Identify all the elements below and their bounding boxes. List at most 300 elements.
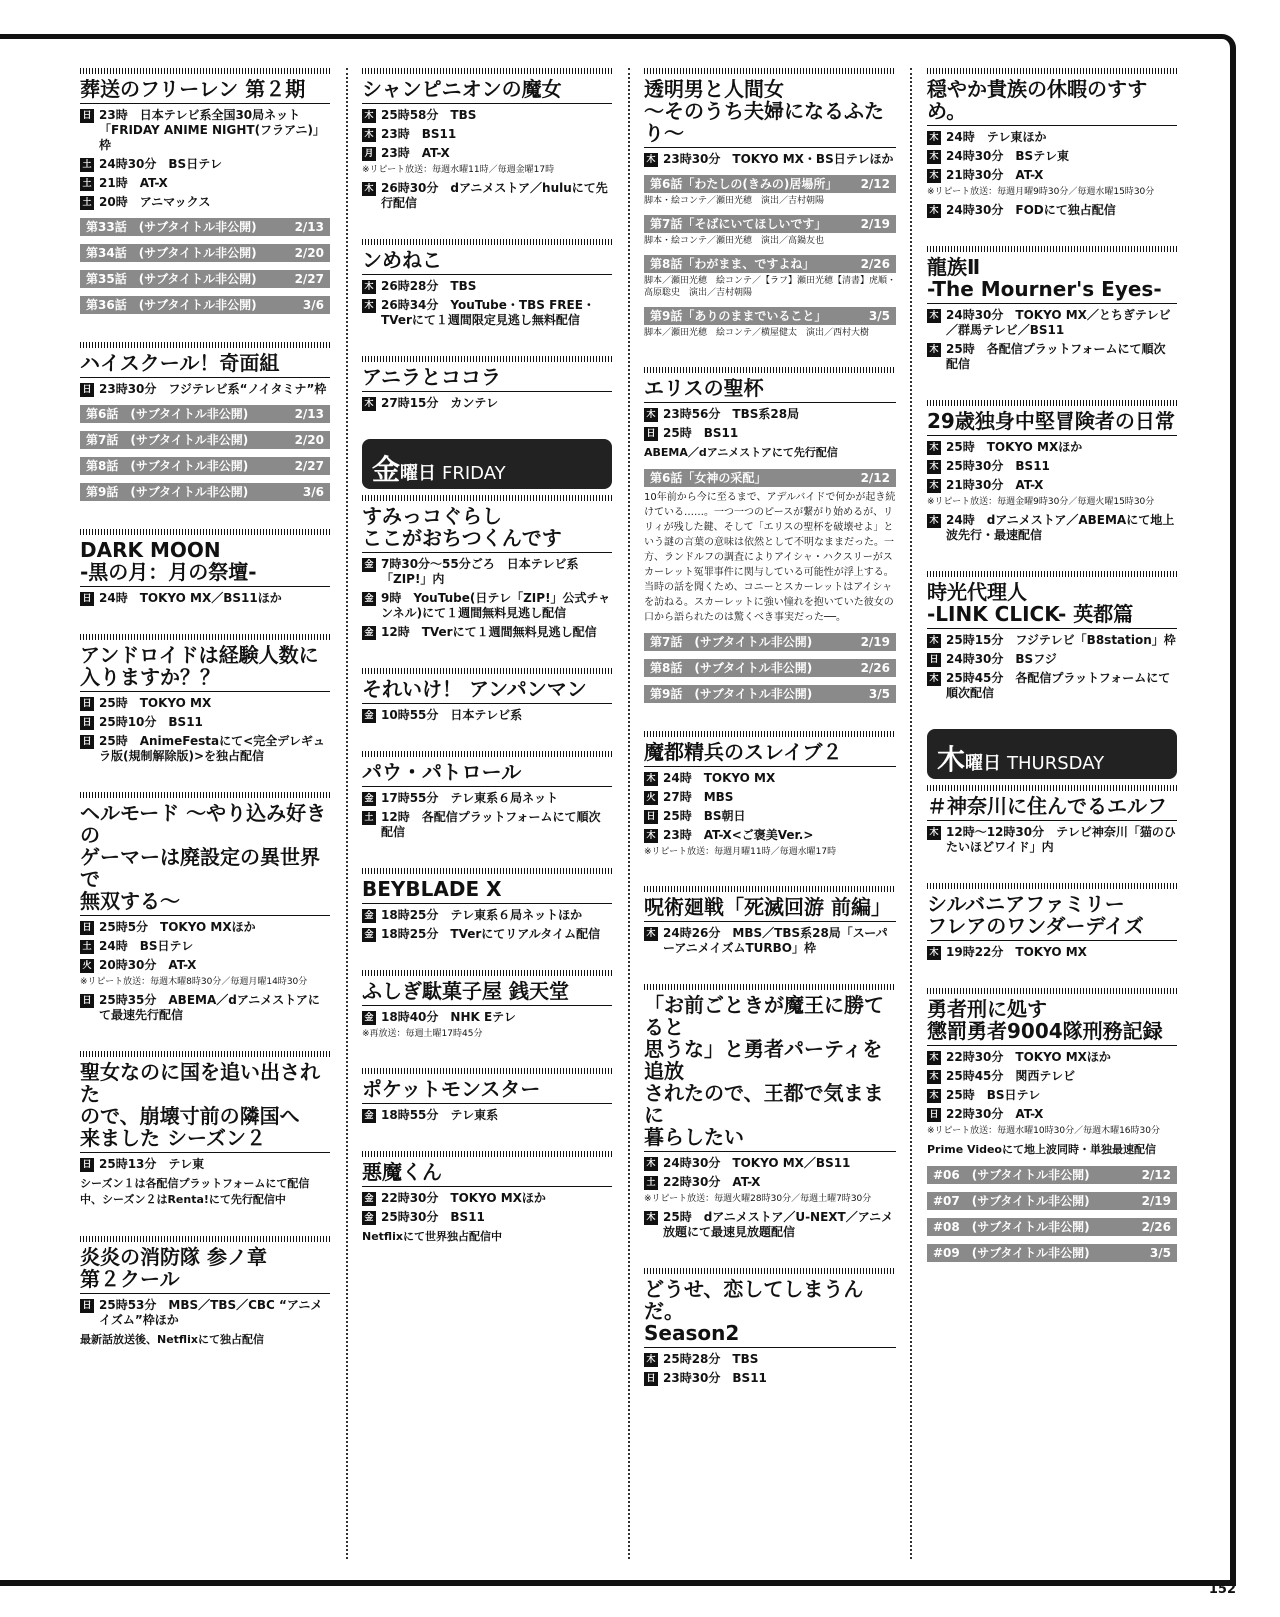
program-block [644,731,896,858]
broadcast-line [362,625,612,640]
dotted-rule [644,1268,896,1274]
episode-title: 第9話 (サブタイトル非公開) [650,687,813,701]
program-block [362,668,612,723]
broadcast-text: 23時 日本テレビ系全国30局ネット「FRIDAY ANIME NIGHT(フラアニ)」枠 [99,108,325,152]
episode-title: 第8話「わがまま、ですよね」 [650,257,815,271]
broadcast-text: 12時～12時30分 テレビ神奈川「猫のひたいほどワイド」内 [946,825,1176,854]
program-block [362,356,612,411]
broadcast-text: 25時 dアニメストア／U-NEXT／アニメ放題にて最速見放題配信 [663,1210,894,1239]
broadcast-line [362,127,612,142]
program-title: ハイスクール！奇面組 [80,352,330,378]
broadcast-line [362,927,612,942]
episode-date: 2/26 [860,661,890,675]
dotted-rule [362,868,612,874]
broadcast-line [80,1298,330,1328]
episode-date: 2/26 [1141,1220,1171,1234]
broadcast-line [362,1108,612,1123]
program-title: アンドロイドは経験人数に 入りますか？？ [80,644,330,692]
day-header [927,729,1177,779]
weekday-badge: 日 [80,994,94,1008]
weekday-badge: 土 [644,1176,658,1190]
dotted-rule [362,1068,612,1074]
episode-date: 2/13 [294,220,324,234]
program-block [362,868,612,942]
weekday-badge: 木 [927,460,941,474]
program-title: それいけ！ アンパンマン [362,678,612,704]
episode-bar [927,1166,1177,1184]
weekday-badge: 金 [362,909,376,923]
weekday-badge: 木 [927,1051,941,1065]
episode-synopsis: 10年前から今に至るまで、アデルバイドで何かが起き続けている……。一つ一つのピースが繋がり始めるが、リリィが残した鍵、そして「エリスの聖杯を破壊せよ」という謎の言葉の意味は依然として不明なままだった。一方、ランドルフの調査によりアイシャ・ハクスリーがスカーレット冤罪事件に関与している可能性が浮上する。当時の話を聞くため、コニーとスカーレットはアイシャを訪ねる。スカーレットに強い憧れを抱いていた彼女の口から語られたのは驚くべき事実だった──。 [644,492,896,623]
weekday-badge: 日 [80,592,94,606]
program-title: どうせ、恋してしまうんだ。 Season2 [644,1278,896,1348]
episode-title: 第8話 (サブタイトル非公開) [650,661,813,675]
broadcast-text: 18時40分 NHK Eテレ [381,1010,516,1024]
program-block [80,634,330,764]
broadcast-text: 24時30分 BS日テレ [99,157,222,171]
broadcast-line [362,908,612,923]
program-title: ヘルモード ～やり込み好きの ゲーマーは廃設定の異世界で 無双する～ [80,802,330,916]
episode-date: 2/20 [294,433,324,447]
weekday-badge: 木 [927,150,941,164]
weekday-badge: 金 [362,792,376,806]
program-note: ABEMA／dアニメストアにて先行配信 [644,446,838,459]
program-block [362,970,612,1040]
broadcast-line [927,130,1177,145]
program-title: 聖女なのに国を追い出された ので、崩壊寸前の隣国へ 来ました シーズン２ [80,1061,330,1153]
episode-title: 第34話 (サブタイトル非公開) [86,246,257,260]
episode-title: #06 (サブタイトル非公開) [933,1168,1090,1182]
program-title: 29歳独身中堅冒険者の日常 [927,410,1177,436]
broadcast-line [927,478,1177,493]
episode-date: 3/6 [302,485,324,499]
broadcast-text: 23時30分 フジテレビ系“ノイタミナ”枠 [99,382,327,396]
broadcast-text: 25時30分 BS11 [381,1210,485,1224]
weekday-badge: 木 [644,829,658,843]
broadcast-line [80,734,330,764]
program-block [927,246,1177,372]
episode-bar [80,431,330,449]
episode-title: #07 (サブタイトル非公開) [933,1194,1090,1208]
broadcast-line [927,513,1177,543]
broadcast-text: 25時 BS朝日 [663,809,746,823]
broadcast-text: 26時30分 dアニメストア／huluにて先行配信 [381,181,608,210]
episode-title: 第9話「ありのままでいること」 [650,309,827,323]
weekday-badge: 木 [644,1211,658,1225]
program-block [362,68,612,211]
broadcast-text: 25時28分 TBS [663,1352,759,1366]
program-title: 呪術廻戦「死滅回游 前編」 [644,896,896,922]
repeat-note: ※リピート放送：毎週月曜11時／毎週水曜17時 [644,847,837,857]
broadcast-line [362,108,612,123]
broadcast-line [80,1157,330,1172]
broadcast-line [80,382,330,397]
episode-title: 第8話 (サブタイトル非公開) [86,459,249,473]
broadcast-text: 25時45分 関西テレビ [946,1069,1076,1083]
broadcast-line [644,828,896,843]
dotted-rule [644,367,896,373]
weekday-badge: 金 [362,626,376,640]
episode-title: 第36話 (サブタイトル非公開) [86,298,257,312]
day-header [362,439,612,489]
episode-date: 2/19 [1141,1194,1171,1208]
dotted-rule [362,68,612,74]
broadcast-line [362,1210,612,1225]
episode-bar [927,1244,1177,1262]
page-number: 152 [1208,1582,1236,1597]
broadcast-line [80,993,330,1023]
weekday-badge: 木 [927,634,941,648]
broadcast-line [644,926,896,956]
broadcast-line [927,459,1177,474]
program-block [80,529,330,606]
day-suffix: 曜日 [965,753,1002,774]
episode-bar [80,270,330,288]
broadcast-line [362,1191,612,1206]
episode-title: 第7話 (サブタイトル非公開) [86,433,249,447]
broadcast-line [362,791,612,806]
episode-title: 第33話 (サブタイトル非公開) [86,220,257,234]
broadcast-text: 24時 テレ東ほか [946,130,1047,144]
broadcast-line [362,557,612,587]
broadcast-text: 20時30分 AT-X [99,958,197,972]
broadcast-line [80,591,330,606]
broadcast-line [644,790,896,805]
broadcast-text: 23時 BS11 [381,127,457,141]
weekday-badge: 木 [927,1089,941,1103]
weekday-badge: 月 [362,147,376,161]
broadcast-text: 24時30分 BSテレ東 [946,149,1069,163]
broadcast-text: 24時26分 MBS／TBS系28局「スーパーアニメイズムTURBO」枠 [663,926,888,955]
episode-date: 2/26 [860,257,890,271]
episode-bar [644,255,896,273]
weekday-badge: 木 [644,408,658,422]
broadcast-line [927,1088,1177,1103]
episode-bar [80,296,330,314]
broadcast-text: 21時 AT-X [99,176,168,190]
broadcast-text: 25時13分 テレ東 [99,1157,205,1171]
column-2 [362,68,612,1559]
broadcast-line [362,181,612,211]
dotted-rule [80,529,330,535]
broadcast-line [362,146,612,161]
episode-date: 2/27 [294,459,324,473]
repeat-note: ※リピート放送：毎週木曜8時30分／毎週月曜14時30分 [80,977,308,987]
day-suffix: 曜日 [400,463,437,484]
dotted-rule [644,731,896,737]
program-title: 勇者刑に処す 懲罰勇者9004隊刑務記録 [927,998,1177,1046]
program-title: 魔都精兵のスレイブ２ [644,741,896,767]
program-note: 最新話放送後、Netflixにて独占配信 [80,1333,264,1346]
program-note: Netflixにて世界独占配信中 [362,1230,502,1243]
program-title: 「お前ごときが魔王に勝てると 思うな」と勇者パーティを追放 されたので、王都で気ままに 暮らしたい [644,994,896,1152]
episode-title: 第7話「そばにいてほしいです」 [650,217,827,231]
program-title: ンめねこ [362,249,612,275]
weekday-badge: 木 [927,1070,941,1084]
broadcast-text: 27時15分 カンテレ [381,396,499,410]
broadcast-text: 25時15分 フジテレビ「B8station」枠 [946,633,1176,647]
episode-date: 3/5 [868,687,890,701]
weekday-badge: 日 [927,653,941,667]
episode-bar [644,685,896,703]
broadcast-text: 27時 MBS [663,790,734,804]
broadcast-line [927,1050,1177,1065]
dotted-rule [362,239,612,245]
episode-title: 第6話「わたしの(きみの)居場所」 [650,177,838,191]
broadcast-text: 24時 dアニメストア／ABEMAにて地上波先行・最速配信 [946,513,1175,542]
broadcast-line [362,591,612,621]
episode-date: 2/27 [294,272,324,286]
broadcast-text: 25時30分 BS11 [946,459,1050,473]
program-block [80,342,330,501]
program-title: パウ・パトロール [362,761,612,787]
weekday-badge: 木 [927,441,941,455]
broadcast-line [362,708,612,723]
weekday-badge: 日 [80,383,94,397]
broadcast-text: 25時 TOKYO MXほか [946,440,1083,454]
program-block [927,400,1177,543]
weekday-badge: 木 [362,280,376,294]
broadcast-text: 23時56分 TBS系28局 [663,407,800,421]
dotted-rule [927,785,1177,791]
program-block [362,239,612,328]
broadcast-text: 25時10分 BS11 [99,715,203,729]
program-title: 悪魔くん [362,1161,612,1187]
weekday-badge: 日 [644,427,658,441]
broadcast-line [80,108,330,153]
broadcast-text: 19時22分 TOKYO MX [946,945,1087,959]
broadcast-text: 22時30分 AT-X [946,1107,1044,1121]
program-title: 時光代理人 -LINK CLICK- 英都篇 [927,581,1177,629]
repeat-note: ※再放送：毎週土曜17時45分 [362,1029,483,1039]
episode-title: 第9話 (サブタイトル非公開) [86,485,249,499]
program-title: 炎炎の消防隊 参ノ章 第２クール [80,1246,330,1294]
repeat-note: ※リピート放送：毎週水曜11時／毎週金曜17時 [362,165,555,175]
broadcast-line [927,633,1177,648]
broadcast-text: 20時 アニマックス [99,195,211,209]
broadcast-text: 21時30分 AT-X [946,168,1044,182]
dotted-rule [644,68,896,74]
broadcast-text: 23時 AT-X [381,146,450,160]
episode-date: 3/5 [1149,1246,1171,1260]
repeat-note: ※リピート放送：毎週金曜9時30分／毎週火曜15時30分 [927,497,1155,507]
broadcast-text: 7時30分～55分ごろ 日本テレビ系「ZIP!」内 [381,557,579,586]
episode-bar [644,633,896,651]
broadcast-text: 12時 TVerにて１週間無料見逃し配信 [381,625,597,639]
program-title: シルバニアファミリー フレアのワンダーデイズ [927,893,1177,941]
program-block [927,571,1177,701]
program-title: ポケットモンスター [362,1078,612,1104]
weekday-badge: 日 [927,1108,941,1122]
episode-bar [644,175,896,193]
program-block [362,1151,612,1245]
broadcast-line [644,407,896,422]
broadcast-line [644,1210,896,1240]
broadcast-line [927,149,1177,164]
dotted-rule [362,1151,612,1157]
episode-title: 第6話 (サブタイトル非公開) [86,407,249,421]
broadcast-line [927,1069,1177,1084]
program-block [927,68,1177,218]
weekday-badge: 金 [362,1192,376,1206]
broadcast-line [362,396,612,411]
dotted-rule [927,68,1177,74]
broadcast-line [80,696,330,711]
episode-date: 2/20 [294,246,324,260]
program-block [362,1068,612,1123]
broadcast-text: 25時58分 TBS [381,108,477,122]
episode-date: 2/19 [860,635,890,649]
broadcast-line [644,426,896,441]
broadcast-text: 25時 BS日テレ [946,1088,1041,1102]
dotted-rule [927,988,1177,994]
program-title: ふしぎ駄菓子屋 銭天堂 [362,980,612,1006]
weekday-badge: 木 [927,826,941,840]
broadcast-line [80,920,330,935]
broadcast-text: 24時30分 TOKYO MX／BS11 [663,1156,851,1170]
dotted-rule [362,495,612,501]
broadcast-text: 9時 YouTube(日テレ「ZIP!」公式チャンネル)にて１週間無料見逃し配信 [381,591,611,620]
day-english: FRIDAY [442,463,506,484]
weekday-badge: 日 [80,716,94,730]
episode-bar [80,483,330,501]
broadcast-text: 24時30分 FODにて独占配信 [946,203,1116,217]
broadcast-line [80,715,330,730]
broadcast-text: 18時25分 TVerにてリアルタイム配信 [381,927,601,941]
program-block [80,1236,330,1348]
broadcast-text: 25時5分 TOKYO MXほか [99,920,256,934]
episode-title: 第35話 (サブタイトル非公開) [86,272,257,286]
broadcast-text: 25時45分 各配信プラットフォームにて順次配信 [946,671,1171,700]
weekday-badge: 日 [80,735,94,749]
dotted-rule [927,883,1177,889]
program-block [927,988,1177,1262]
repeat-note: ※リピート放送：毎週月曜9時30分／毎週水曜15時30分 [927,187,1155,197]
column-divider [346,68,348,1559]
program-block [644,886,896,956]
program-block [927,883,1177,960]
broadcast-text: 26時34分 YouTube・TBS FREE・TVerにて１週間限定見逃し無料配信 [381,298,595,327]
program-block [927,785,1177,855]
broadcast-text: 22時30分 AT-X [663,1175,761,1189]
dotted-rule [80,342,330,348]
program-title: DARK MOON -黒の月：月の祭壇- [80,539,330,587]
weekday-badge: 木 [362,109,376,123]
dotted-rule [80,792,330,798]
broadcast-text: 22時30分 TOKYO MXほか [946,1050,1111,1064]
weekday-badge: 日 [80,1299,94,1313]
weekday-badge: 木 [362,299,376,313]
dotted-rule [644,886,896,892]
column-divider [910,68,912,1559]
broadcast-text: 24時 BS日テレ [99,939,194,953]
weekday-badge: 土 [80,158,94,172]
program-block [80,68,330,314]
episode-credit: 脚本／瀬田光穂 絵コンテ／横屋健太 演出／西村大樹 [644,328,870,338]
episode-title: 第6話「女神の采配」 [650,471,767,485]
column-3 [644,68,896,1559]
weekday-badge: 日 [80,109,94,123]
broadcast-text: 25時 AnimeFestaにて<完全デレギュラ版(規制解除版)>を独占配信 [99,734,325,763]
weekday-badge: 金 [362,592,376,606]
program-title: エリスの聖杯 [644,377,896,403]
broadcast-text: 25時 TOKYO MX [99,696,212,710]
weekday-badge: 木 [644,1157,658,1171]
dotted-rule [927,400,1177,406]
broadcast-line [927,308,1177,338]
broadcast-line [362,279,612,294]
program-block [80,1051,330,1208]
episode-date: 3/6 [302,298,324,312]
dotted-rule [362,668,612,674]
weekday-badge: 木 [644,153,658,167]
episode-bar [80,218,330,236]
day-kanji: 木 [937,743,966,776]
program-title: アニラとココラ [362,366,612,392]
broadcast-line [927,652,1177,667]
program-block [80,792,330,1023]
broadcast-text: 18時25分 テレ東系６局ネットほか [381,908,583,922]
broadcast-line [927,168,1177,183]
weekday-badge: 木 [927,343,941,357]
episode-bar [644,659,896,677]
broadcast-line [927,440,1177,455]
repeat-note: ※リピート放送：毎週水曜10時30分／毎週木曜16時30分 [927,1126,1160,1136]
weekday-badge: 日 [80,921,94,935]
dotted-rule [644,984,896,990]
broadcast-line [80,958,330,973]
broadcast-line [80,195,330,210]
episode-bar [80,405,330,423]
program-title: シャンピニオンの魔女 [362,78,612,104]
dotted-rule [927,571,1177,577]
broadcast-line [362,1010,612,1025]
broadcast-line [927,671,1177,701]
weekday-badge: 木 [927,169,941,183]
broadcast-text: 25時 BS11 [663,426,739,440]
broadcast-text: 26時28分 TBS [381,279,477,293]
broadcast-text: 23時30分 TOKYO MX・BS日テレほか [663,152,894,166]
broadcast-line [644,1156,896,1171]
weekday-badge: 金 [362,558,376,572]
program-block [644,367,896,703]
weekday-badge: 木 [927,204,941,218]
episode-date: 2/12 [1141,1168,1171,1182]
weekday-badge: 土 [362,811,376,825]
weekday-badge: 土 [80,940,94,954]
broadcast-line [80,157,330,172]
weekday-badge: 火 [80,959,94,973]
weekday-badge: 金 [362,1109,376,1123]
weekday-badge: 日 [644,810,658,824]
program-block [362,751,612,840]
episode-date: 2/12 [860,177,890,191]
broadcast-line [644,1175,896,1190]
broadcast-text: 24時 TOKYO MX [663,771,776,785]
program-block [644,1268,896,1386]
dotted-rule [80,634,330,640]
broadcast-text: 21時30分 AT-X [946,478,1044,492]
dotted-rule [362,970,612,976]
dotted-rule [80,68,330,74]
column-1 [80,68,330,1559]
broadcast-line [644,152,896,167]
episode-bar [80,244,330,262]
episode-title: #08 (サブタイトル非公開) [933,1220,1090,1234]
episode-bar [644,469,896,487]
weekday-badge: 木 [362,397,376,411]
program-title: 葬送のフリーレン 第２期 [80,78,330,104]
